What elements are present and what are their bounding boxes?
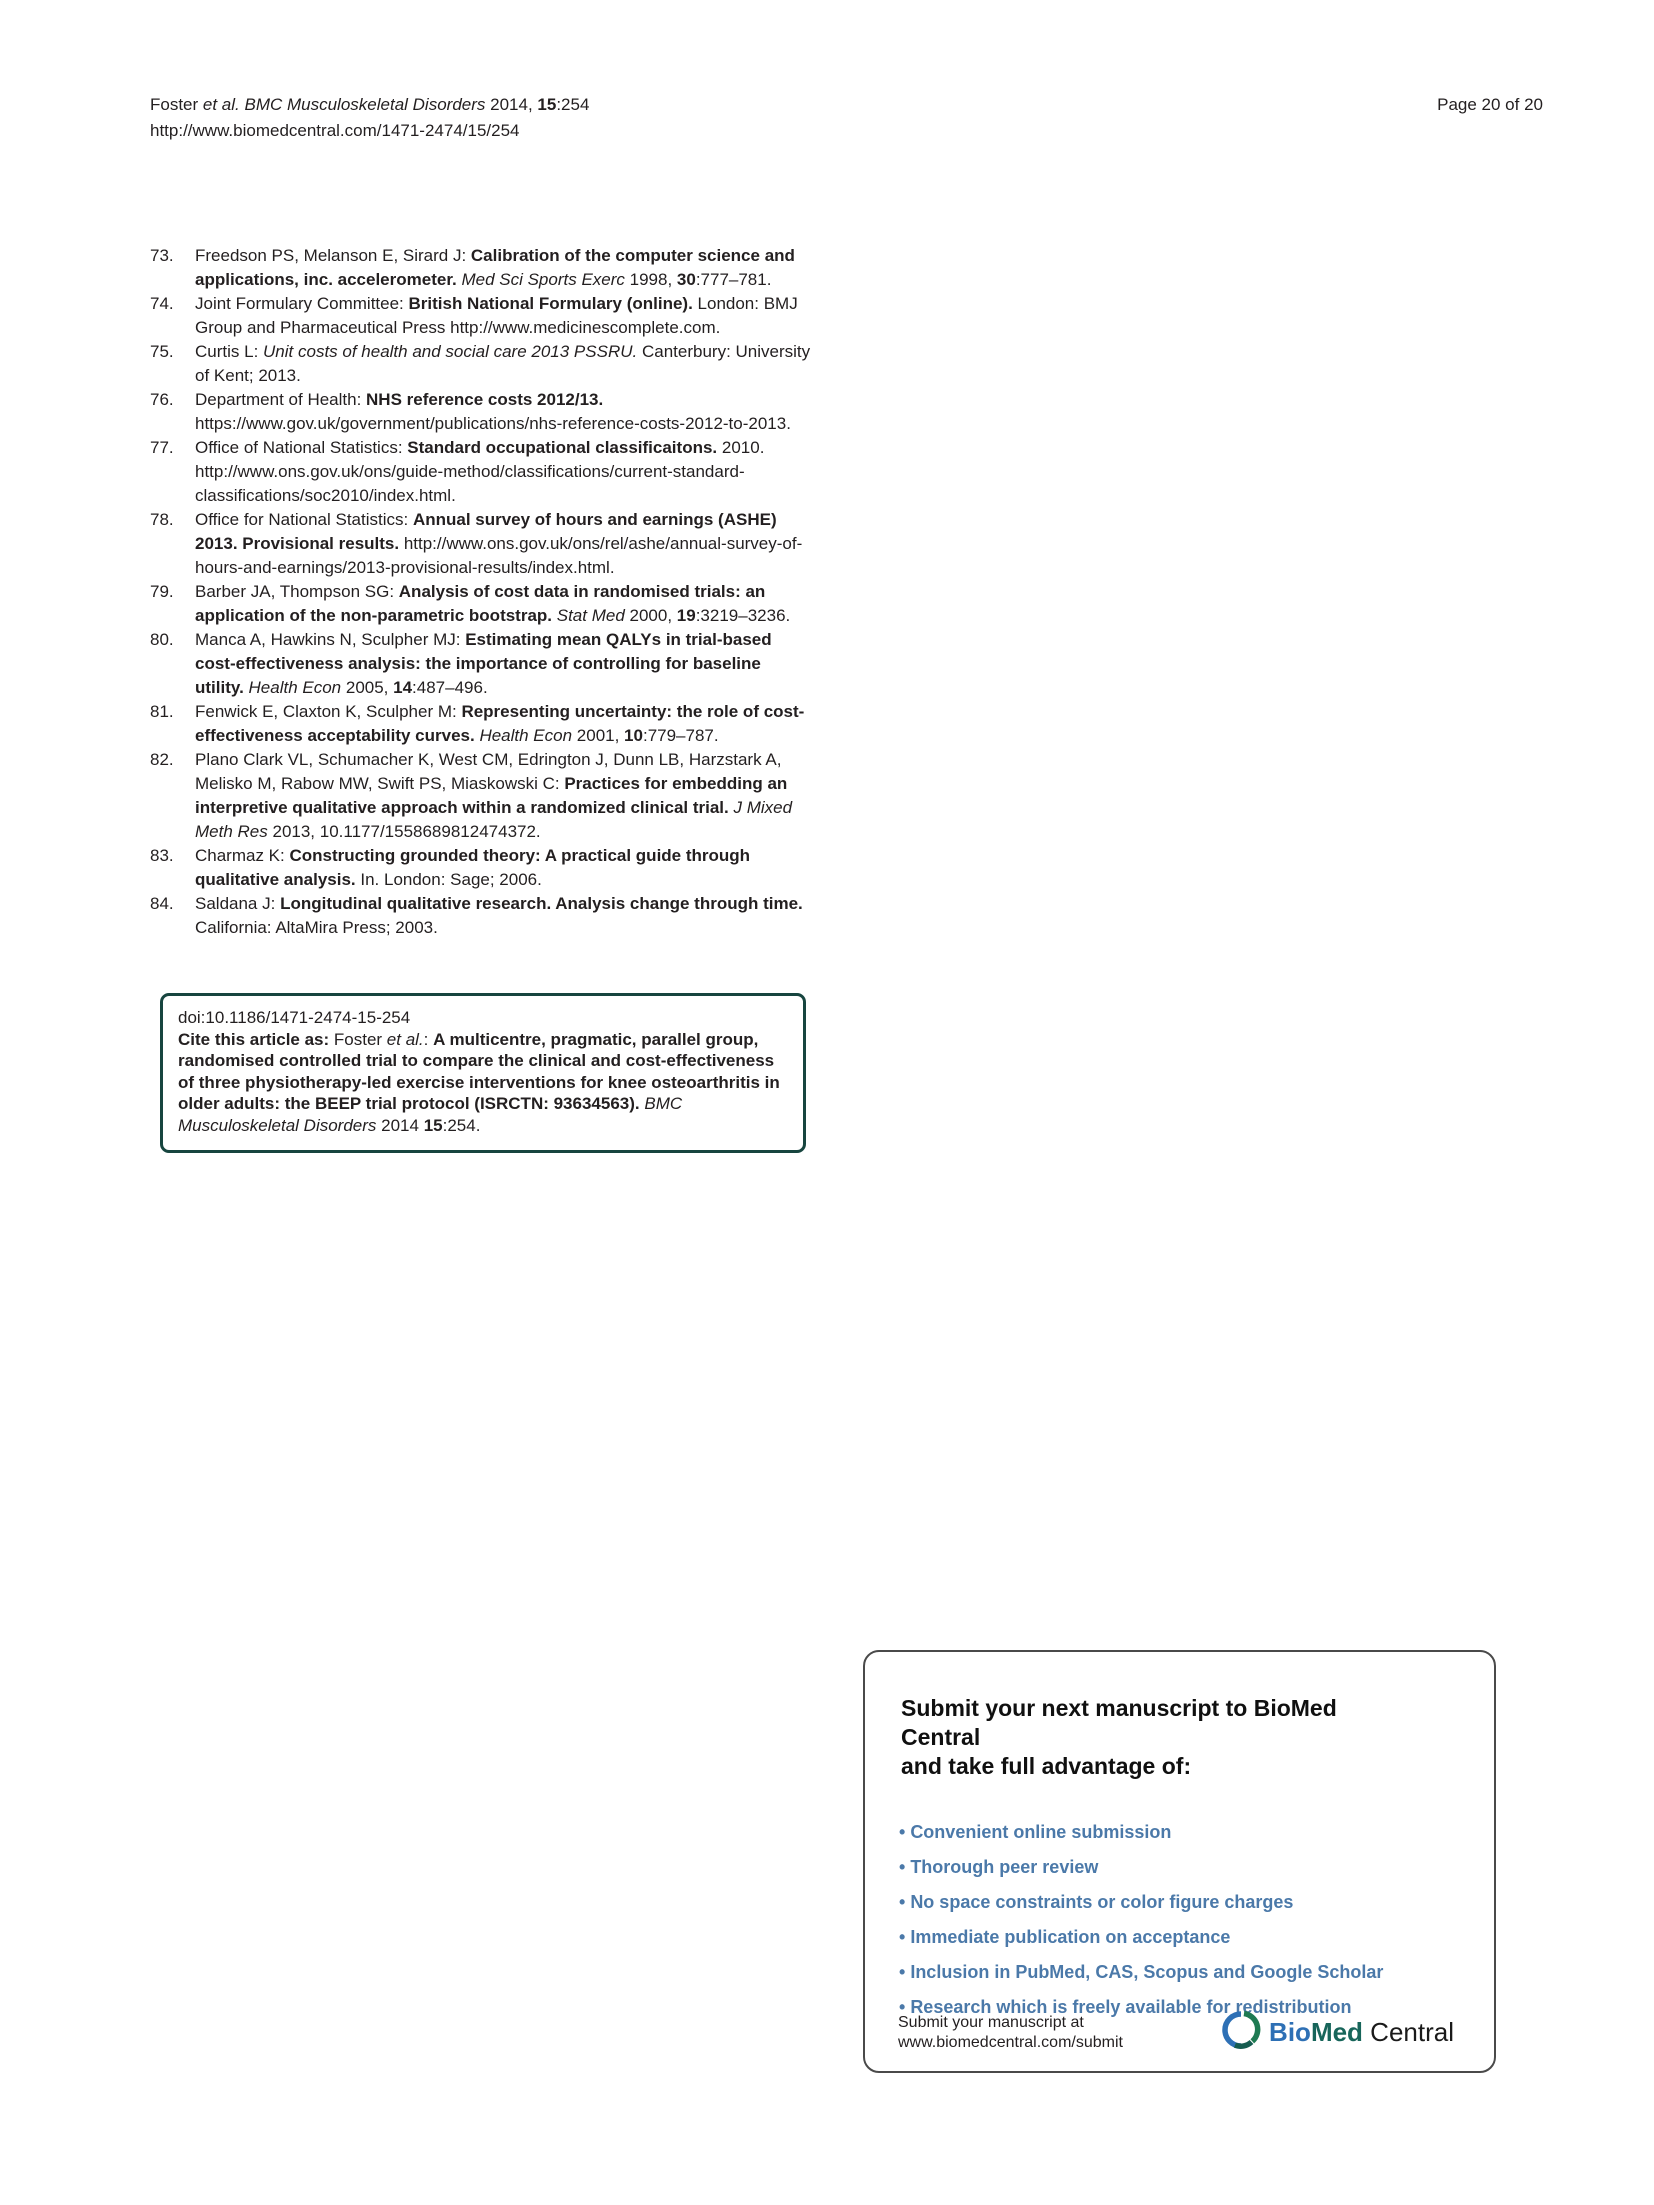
reference-number: 80. xyxy=(150,630,174,649)
benefit-item: • Inclusion in PubMed, CAS, Scopus and Google Scholar xyxy=(899,1955,1494,1990)
ad-footer-line2: www.biomedcentral.com/submit xyxy=(898,2034,1123,2051)
header-url: http://www.biomedcentral.com/1471-2474/15/254 xyxy=(150,121,520,140)
ad-footer-line1: Submit your manuscript at xyxy=(898,2014,1084,2031)
reference-item xyxy=(150,748,814,844)
logo-bio: Bio xyxy=(1269,2017,1311,2047)
benefit-list xyxy=(899,1815,1494,2025)
cite-text: Cite this article as: Foster et al.: A multicentre, pragmatic, parallel group, randomised controlled trial to compare the clinical and cost-effectiveness of three physiotherapy-led exercise interventions for knee osteoarthritis in older adults: the BEEP trial protocol (ISRCTN: 93634563). BMC Musculoskeletal Disorders 2014 15:254. xyxy=(178,1029,780,1135)
reference-text: Department of Health: NHS reference costs 2012/13. https://www.gov.uk/government/publications/nhs-reference-costs-2012-to-2013. xyxy=(195,390,791,433)
reference-text: Fenwick E, Claxton K, Sculpher M: Representing uncertainty: the role of cost-effectiveness acceptability curves. Health Econ 2001, 10:779–787. xyxy=(195,702,805,745)
biomed-logo-text xyxy=(1269,2017,1454,2048)
benefit-item: • Research which is freely available for redistribution xyxy=(899,1990,1494,2025)
reference-number: 75. xyxy=(150,342,174,361)
reference-item xyxy=(150,844,814,892)
reference-item xyxy=(150,508,814,580)
reference-item xyxy=(150,244,814,292)
header-citation: Foster et al. BMC Musculoskeletal Disorders 2014, 15:254 xyxy=(150,95,590,114)
benefit-item: • No space constraints or color figure charges xyxy=(899,1885,1494,1920)
reference-text: Joint Formulary Committee: British National Formulary (online). London: BMJ Group and Pharmaceutical Press http://www.medicinescomplete.com. xyxy=(195,294,798,337)
reference-item xyxy=(150,580,814,628)
running-header xyxy=(150,92,589,144)
reference-item xyxy=(150,700,814,748)
reference-text: Office for National Statistics: Annual survey of hours and earnings (ASHE) 2013. Provisional results. http://www.ons.gov.uk/ons/rel/ashe/annual-survey-of-hours-and-earnings/2013-provisional-results/index.html. xyxy=(195,510,803,577)
reference-item xyxy=(150,436,814,508)
benefit-item: • Thorough peer review xyxy=(899,1850,1494,1885)
reference-text: Charmaz K: Constructing grounded theory: A practical guide through qualitative analysis. In. London: Sage; 2006. xyxy=(195,846,751,889)
cite-article-box xyxy=(160,993,806,1153)
logo-med: Med xyxy=(1310,2017,1363,2047)
ad-heading xyxy=(901,1694,1421,1781)
reference-item xyxy=(150,340,814,388)
reference-text: Plano Clark VL, Schumacher K, West CM, Edrington J, Dunn LB, Harzstark A, Melisko M, Rabow MW, Swift PS, Miaskowski C: Practices for embedding an interpretive qualitative approach within a randomized clinical trial. J Mixed Meth Res 2013, 10.1177/1558689812474372. xyxy=(195,750,793,841)
reference-item xyxy=(150,388,814,436)
benefit-item: • Convenient online submission xyxy=(899,1815,1494,1850)
reference-number: 73. xyxy=(150,246,174,265)
reference-text: Freedson PS, Melanson E, Sirard J: Calibration of the computer science and applications, inc. accelerometer. Med Sci Sports Exerc 1998, 30:777–781. xyxy=(195,246,795,289)
reference-number: 77. xyxy=(150,438,174,457)
reference-text: Barber JA, Thompson SG: Analysis of cost data in randomised trials: an application of the non-parametric bootstrap. Stat Med 2000, 19:3219–3236. xyxy=(195,582,791,625)
ad-heading-line1: Submit your next manuscript to BioMed Central xyxy=(901,1695,1337,1750)
ad-footer xyxy=(898,2013,1123,2053)
reference-number: 82. xyxy=(150,750,174,769)
reference-text: Office of National Statistics: Standard occupational classificaitons. 2010. http://www.ons.gov.uk/ons/guide-method/classifications/current-standard-classifications/soc2010/index.html. xyxy=(195,438,765,505)
reference-text: Manca A, Hawkins N, Sculpher MJ: Estimating mean QALYs in trial-based cost-effectiveness analysis: the importance of controlling for baseline utility. Health Econ 2005, 14:487–496. xyxy=(195,630,772,697)
doi-text: doi:10.1186/1471-2474-15-254 xyxy=(178,1008,411,1027)
reference-text: Saldana J: Longitudinal qualitative research. Analysis change through time. California: AltaMira Press; 2003. xyxy=(195,894,803,937)
submission-ad-box xyxy=(863,1650,1496,2073)
ad-heading-line2: and take full advantage of: xyxy=(901,1753,1192,1779)
reference-item xyxy=(150,628,814,700)
reference-number: 81. xyxy=(150,702,174,721)
reference-text: Curtis L: Unit costs of health and social care 2013 PSSRU. Canterbury: University of Kent; 2013. xyxy=(195,342,811,385)
reference-number: 84. xyxy=(150,894,174,913)
reference-number: 83. xyxy=(150,846,174,865)
biomed-central-logo xyxy=(1219,2008,1454,2057)
reference-item xyxy=(150,892,814,940)
reference-number: 74. xyxy=(150,294,174,313)
reference-item xyxy=(150,292,814,340)
biomed-circle-icon xyxy=(1219,2008,1263,2057)
reference-number: 78. xyxy=(150,510,174,529)
page-number: Page 20 of 20 xyxy=(1437,95,1543,114)
reference-number: 79. xyxy=(150,582,174,601)
reference-list xyxy=(150,244,814,940)
reference-number: 76. xyxy=(150,390,174,409)
logo-central: Central xyxy=(1370,2017,1454,2047)
benefit-item: • Immediate publication on acceptance xyxy=(899,1920,1494,1955)
